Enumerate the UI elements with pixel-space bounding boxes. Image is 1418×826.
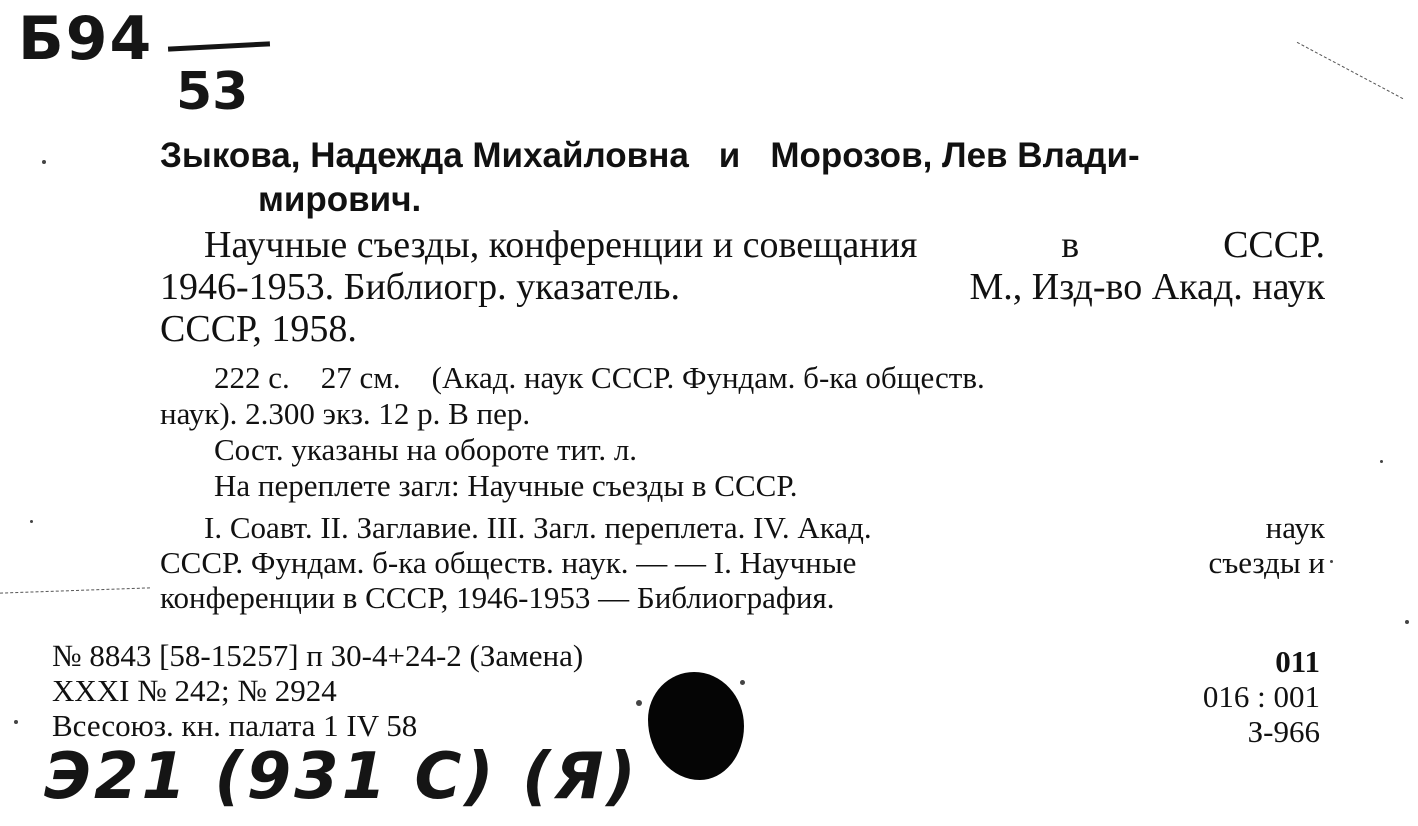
tracing-line-3: конференции в СССР, 1946-1953 — Библиография. bbox=[160, 580, 835, 615]
tracing-line-2-left: СССР. Фундам. б-ка обществ. наук. — — I. Научные bbox=[160, 545, 857, 580]
tracing-line-1-left: I. Соавт. II. Заглавие. III. Загл. переплета. IV. Акад. bbox=[204, 510, 872, 545]
note-cover-title: На переплете загл: Научные съезды в СССР. bbox=[214, 468, 798, 503]
tracing-line-1 bbox=[160, 510, 1325, 545]
classification-code-2: 016 : 001 bbox=[1202, 679, 1320, 714]
scan-speck bbox=[1380, 460, 1383, 463]
title-line-1-right: СССР. bbox=[1223, 224, 1325, 266]
author-1: Зыкова, Надежда Михайловна bbox=[160, 136, 689, 175]
title-line-2-left: 1946-1953. Библиогр. указатель. bbox=[160, 266, 680, 308]
title-line-1-left: Научные съезды, конференции и совещания bbox=[204, 224, 918, 266]
tracing-line-2-right: съезды и bbox=[1208, 545, 1325, 580]
scan-speck bbox=[42, 160, 46, 164]
author-heading bbox=[160, 134, 1325, 222]
author-heading-line-1 bbox=[160, 134, 1325, 178]
registration-line-1: № 8843 [58-15257] п 30-4+24-2 (Замена) bbox=[52, 638, 584, 673]
tracing-line-2 bbox=[160, 545, 1325, 580]
scan-speck bbox=[30, 520, 33, 523]
handwritten-fraction-bar bbox=[168, 41, 270, 51]
scan-speck bbox=[14, 720, 18, 724]
scan-speck bbox=[636, 700, 642, 706]
classification-codes bbox=[1203, 644, 1320, 749]
ink-blot bbox=[648, 672, 744, 780]
title-statement bbox=[160, 224, 1325, 350]
collation-notes bbox=[160, 360, 1325, 504]
title-line-3: СССР, 1958. bbox=[160, 308, 357, 350]
scan-noise-line bbox=[1297, 42, 1403, 99]
title-line-1-mid: в bbox=[1061, 224, 1080, 266]
author-2-part-1: Морозов, Лев Влади- bbox=[770, 136, 1140, 175]
title-line-2 bbox=[160, 266, 1325, 308]
title-line-2-right: М., Изд-во Акад. наук bbox=[969, 266, 1325, 308]
tracings bbox=[160, 510, 1325, 615]
scan-noise-line bbox=[0, 587, 150, 593]
collation-line-2: наук). 2.300 экз. 12 р. В пер. bbox=[160, 396, 531, 431]
scan-speck bbox=[1330, 560, 1333, 563]
classification-code-3: З-966 bbox=[1247, 714, 1320, 749]
tracing-line-1-right: наук bbox=[1265, 510, 1325, 545]
title-line-1 bbox=[160, 224, 1325, 266]
handwritten-shelf-mark-bottom: 53 bbox=[176, 62, 249, 122]
author-conjunction: и bbox=[718, 136, 741, 175]
handwritten-classification: Э21 (931 С) (Я) bbox=[44, 740, 639, 814]
scan-speck bbox=[1405, 620, 1409, 624]
collation-line-1: 222 с. 27 см. (Акад. наук СССР. Фундам. б-ка обществ. bbox=[214, 360, 985, 395]
registration-line-2: XXXI № 242; № 2924 bbox=[52, 673, 337, 708]
scan-speck bbox=[740, 680, 745, 685]
handwritten-shelf-mark-top: Б94 bbox=[18, 4, 154, 74]
registration-line-3: Всесоюз. кн. палата 1 IV 58 bbox=[52, 708, 418, 743]
note-compilers: Сост. указаны на обороте тит. л. bbox=[214, 432, 638, 467]
author-2-part-2: мирович. bbox=[258, 180, 422, 219]
registration-numbers bbox=[52, 638, 583, 743]
classification-code-1: 011 bbox=[1275, 644, 1320, 679]
